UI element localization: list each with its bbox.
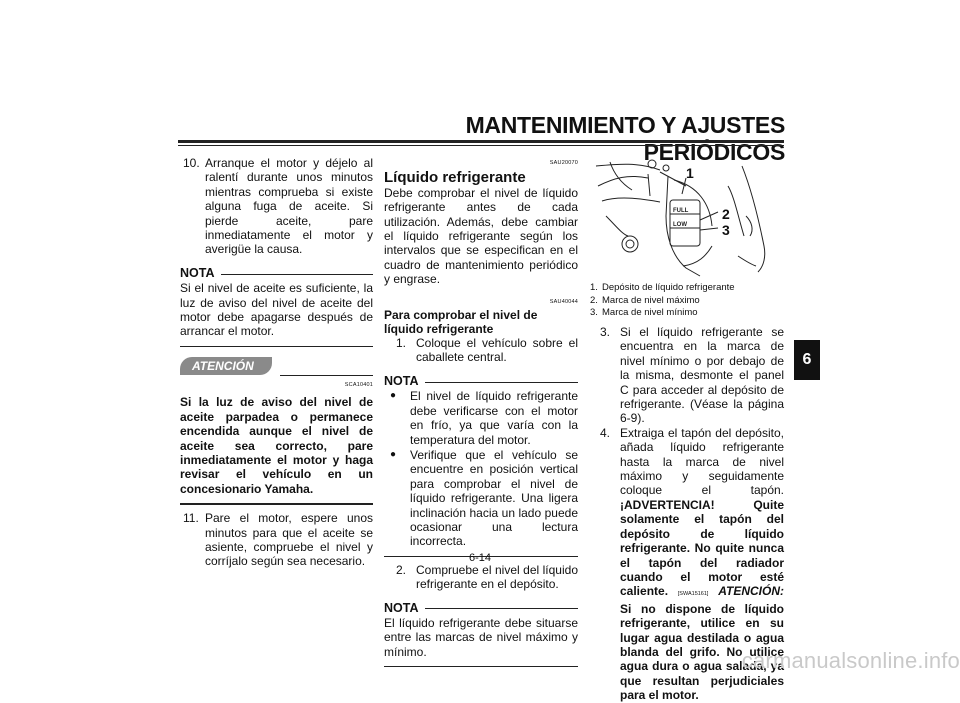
divider: [425, 608, 579, 609]
watermark: carmanualsonline.info: [741, 648, 960, 673]
step-number: 3.: [600, 325, 611, 339]
column-middle: [384, 156, 578, 667]
step-10: [180, 156, 373, 257]
nota-label: NOTA: [384, 373, 419, 388]
nota-label: NOTA: [384, 600, 419, 615]
header-rule: [178, 140, 784, 143]
step-1: [384, 336, 578, 365]
step-number: 10.: [183, 156, 200, 170]
caption-item: [590, 295, 784, 308]
low-mark-label: LOW: [673, 222, 687, 228]
caution-label: ATENCIÓN:: [718, 584, 784, 599]
callout-1: 1: [686, 165, 694, 181]
reference-code: SCA10401: [344, 381, 373, 388]
callout-3: 3: [722, 222, 730, 238]
caption-number: 1.: [590, 282, 598, 293]
atencion-box: [180, 357, 373, 505]
callout-2: 2: [722, 206, 730, 222]
divider: [425, 382, 579, 383]
caption-number: 3.: [590, 307, 598, 318]
caption-item: [590, 282, 784, 295]
divider: [180, 503, 373, 505]
atencion-heading: [180, 357, 373, 376]
chapter-tab: 6: [794, 340, 820, 380]
column-left: [180, 156, 373, 569]
step-2: [384, 563, 578, 592]
step-11: [180, 511, 373, 569]
bullet-text: El nivel de líquido refrigerante debe verificarse con el motor en frío, ya que varía con la temperatura del motor.: [410, 389, 578, 447]
step-number: 2.: [396, 562, 407, 577]
nota-heading: [180, 266, 373, 280]
intro-paragraph: Debe comprobar el nivel de líquido refrigerante antes de cada utilización. Además, debe cambiar el líquido refrigerante según los intervalos que se especifican en el cuadro de mantenimiento periódico y engrase.: [384, 185, 578, 287]
step-3: [588, 325, 784, 426]
caption-text: Marca de nivel mínimo: [602, 307, 698, 318]
coolant-reservoir-illustration: [588, 156, 784, 282]
divider: [384, 666, 578, 667]
header-subrule: [178, 145, 784, 146]
step-text: Coloque el vehículo sobre el caballete central.: [416, 336, 578, 365]
step-text: Arranque el motor y déjelo al ralentí durante unos minutos mientras comprueba si existe alguna fuga de aceite. Si pierde aceite, pare inmediatamente el motor y averigüe la causa.: [205, 156, 373, 257]
step-text: Si el líquido refrigerante se encuentra en la marca de nivel mínimo o por debajo de la misma, desmonte el panel C para acceder al depósito de refrigerante. (Véase la página 6-9).: [620, 325, 784, 426]
caption-number: 2.: [590, 294, 598, 306]
full-mark-label: FULL: [673, 208, 689, 214]
warning-code: [SWA15161]: [677, 591, 709, 598]
step-number: 4.: [600, 425, 611, 440]
divider: [180, 346, 373, 347]
subsection-title: Para comprobar el nivel de líquido refrigerante: [384, 308, 538, 336]
divider: [280, 375, 373, 376]
reference-code: SAU40044: [549, 298, 578, 305]
section-title: Líquido refrigerante: [384, 169, 526, 187]
page-number: 6-14: [468, 552, 492, 564]
step-text: Compruebe el nivel del líquido refrigerante en el depósito.: [416, 562, 578, 592]
nota-label: NOTA: [180, 265, 215, 280]
nota-heading: [384, 601, 578, 615]
atencion-label: ATENCIÓN: [180, 357, 272, 375]
step-text: Pare el motor, espere unos minutos para que el aceite se asiente, compruebe el nivel y corríjalo según sea necesario.: [205, 511, 373, 569]
warning-text: ¡ADVERTENCIA! Quite solamente el tapón del depósito de líquido refrigerante. No quite nunca el tapón del radiador cuando el motor esté caliente.: [620, 497, 784, 599]
step-number: 1.: [396, 336, 407, 351]
nota-text: Si el nivel de aceite es suficiente, la luz de aviso del nivel de aceite del motor debe apagarse después de arrancar el motor.: [180, 281, 373, 339]
column-right: [588, 325, 784, 703]
caution-text: Si no dispone de líquido refrigerante, utilice en su lugar agua destilada o agua blanda del grifo. No utilice agua dura o agua salada, ya que resultan perjudiciales para el motor.: [620, 601, 784, 703]
divider: [221, 274, 374, 275]
bullet-icon: ●: [390, 390, 397, 402]
reference-code: SAU20070: [549, 160, 578, 166]
nota-text: El líquido refrigerante debe situarse entre las marcas de nivel máximo y mínimo.: [384, 615, 578, 659]
caption-text: Depósito de líquido refrigerante: [602, 282, 735, 293]
step-number: 11.: [183, 511, 199, 526]
figure-drawing: [588, 156, 784, 282]
caption-item: [590, 307, 784, 320]
bullet-item: [384, 448, 578, 549]
caption-text: Marca de nivel máximo: [602, 294, 700, 306]
bullet-icon: ●: [390, 448, 397, 460]
bullet-item: [384, 389, 578, 447]
atencion-text: Si la luz de aviso del nivel de aceite parpadea o permanece encendida aunque el nivel de aceite sea correcto, pare inmediatamente el motor y haga revisar el vehículo en un concesionario Yamaha.: [180, 395, 373, 496]
page-title: MANTENIMIENTO Y AJUSTES PERIÓDICOS: [465, 112, 785, 165]
nota-heading: [384, 374, 578, 388]
bullet-text: Verifique que el vehículo se encuentre en posición vertical para comprobar el nivel de líquido refrigerante. Una ligera inclinación hacia un lado puede ocasionar una lectura incorrecta.: [410, 447, 578, 549]
step-instruction: Extraiga el tapón del depósito, añada líquido refrigerante hasta la marca de nivel máximo y seguidamente coloque el tapón.: [620, 425, 784, 498]
figure-captions: [590, 282, 784, 320]
